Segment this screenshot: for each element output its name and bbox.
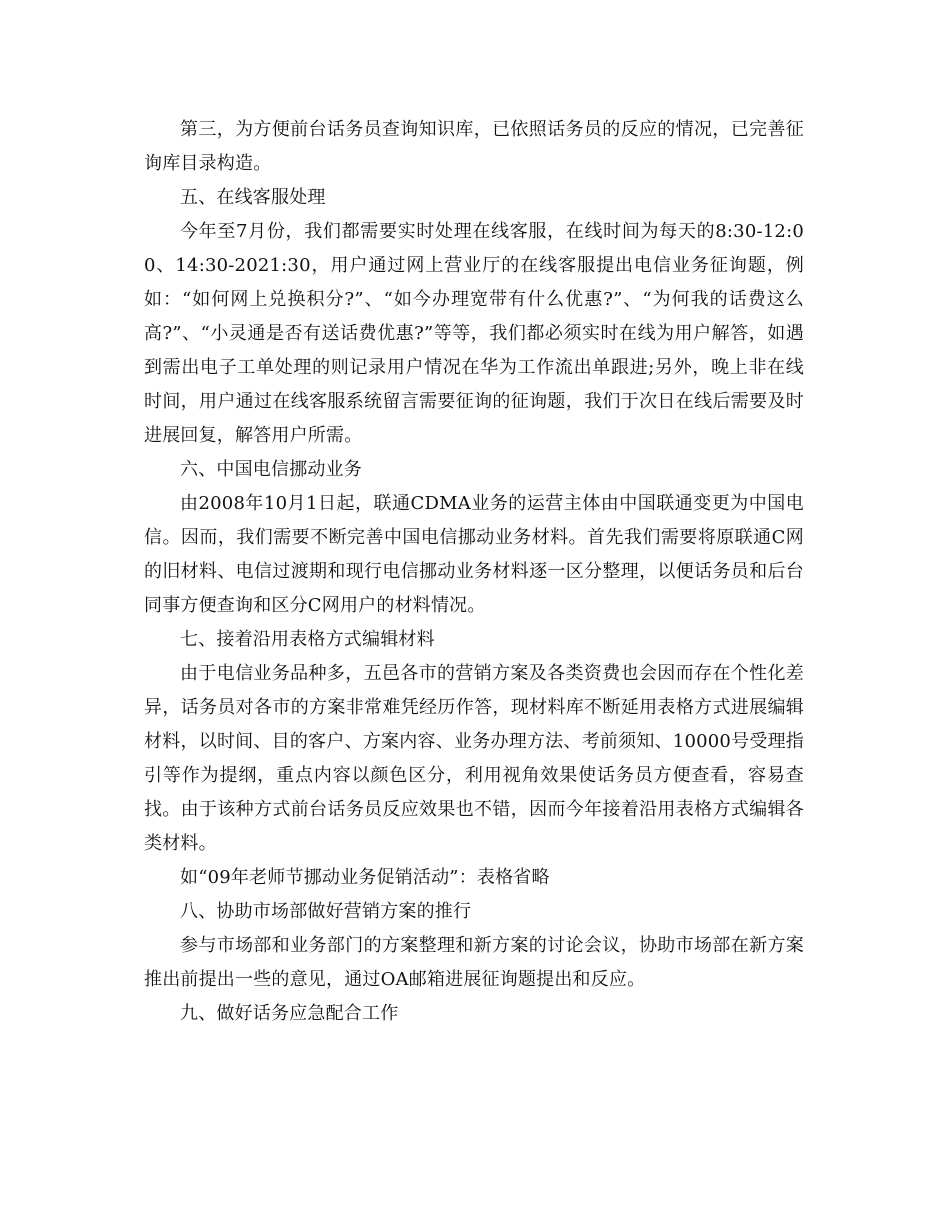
section-heading-online-service: 五、在线客服处理 xyxy=(180,187,326,208)
paragraph-online-service: 今年至7月份，我们都需要实时处理在线客服，在线时间为每天的8:30-12:00、14:30-2021:30，用户通过网上营业厅的在线客服提出电信业务征询题，例如：“如何网上兑换积分?”、“如今办理宽带有什么优惠?”、“为何我的话费这么高?”、“小灵通是否有送话费优惠?”等等，我们都必须实时在线为用户解答，如遇到需出电子工单处理的则记录用户情况在华为工作流出单跟进;另外，晚上非在线时间，用户通过在线客服系统留言需要征询的征询题，我们于次日在线后需要及时进展回复，解答用户所需。 xyxy=(144,221,804,446)
table-omitted-note: 如“09年老师节挪动业务促销活动”：表格省略 xyxy=(180,867,550,888)
section-heading-emergency-coordination: 九、做好话务应急配合工作 xyxy=(180,1003,399,1024)
section-heading-table-editing: 七、接着沿用表格方式编辑材料 xyxy=(180,629,435,650)
paragraph-marketing-support: 参与市场部和业务部门的方案整理和新方案的讨论会议，协助市场部在新方案推出前提出一些的意见，通过OA邮箱进展征询题提出和反应。 xyxy=(144,935,804,990)
paragraph-telecom-mobile: 由2008年10月1日起，联通CDMA业务的运营主体由中国联通变更为中国电信。因而，我们需要不断完善中国电信挪动业务材料。首先我们需要将原联通C网的旧材料、电信过渡期和现行电信挪动业务材料逐一区分整理，以便话务员和后台同事方便查询和区分C网用户的材料情况。 xyxy=(144,493,804,616)
paragraph-knowledge-base: 第三，为方便前台话务员查询知识库，已依照话务员的反应的情况，已完善征询库目录构造。 xyxy=(144,119,804,174)
section-heading-telecom-mobile: 六、中国电信挪动业务 xyxy=(180,459,362,480)
section-heading-marketing-support: 八、协助市场部做好营销方案的推行 xyxy=(180,901,472,922)
document-body xyxy=(144,113,804,1031)
paragraph-table-editing: 由于电信业务品种多，五邑各市的营销方案及各类资费也会因而存在个性化差异，话务员对各市的方案非常难凭经历作答，现材料库不断延用表格方式进展编辑材料，以时间、目的客户、方案内容、业务办理方法、考前须知、10000号受理指引等作为提纲，重点内容以颜色区分，利用视角效果使话务员方便查看，容易查找。由于该种方式前台话务员反应效果也不错，因而今年接着沿用表格方式编辑各类材料。 xyxy=(144,663,804,854)
